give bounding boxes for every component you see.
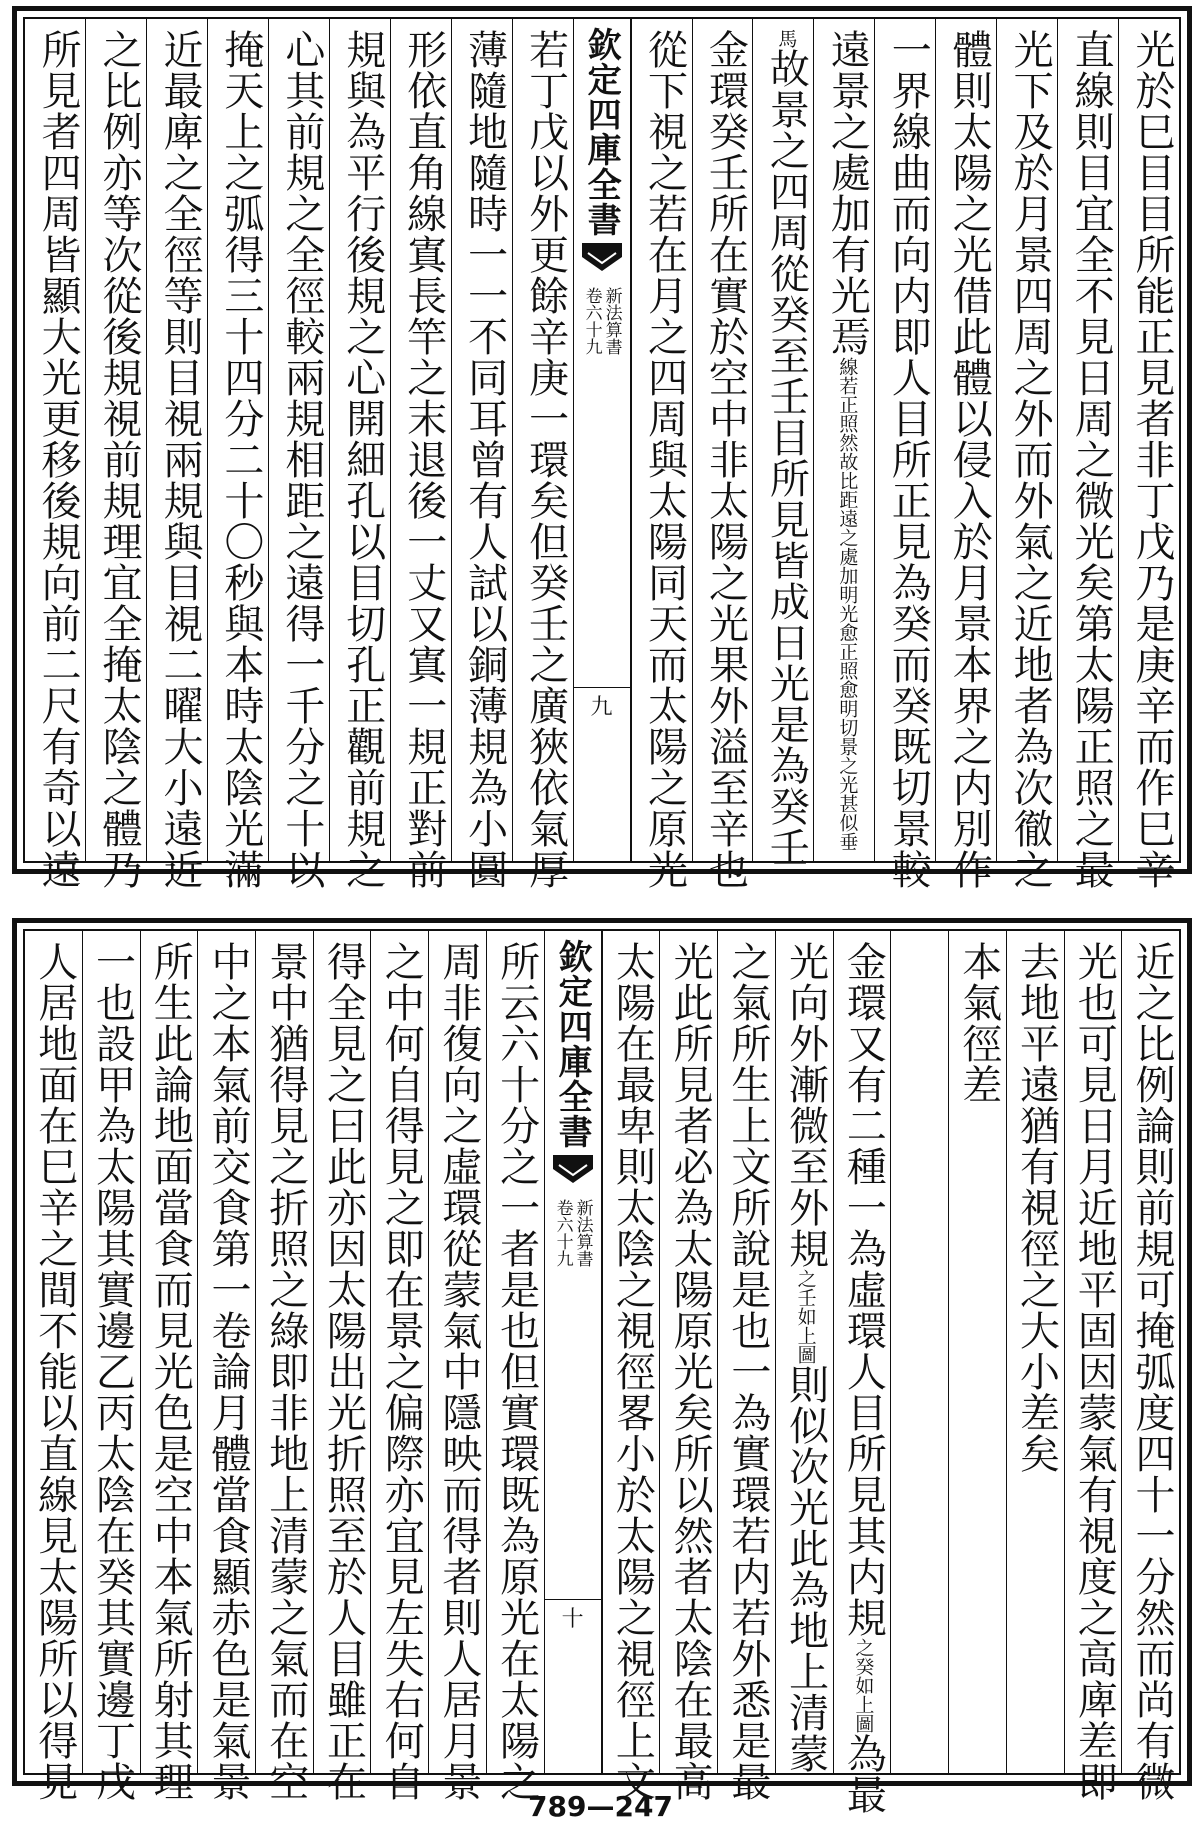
column-text: 金環又有二種一為虛環人目所見其内規 — [840, 941, 887, 1638]
volume-series: 新法算書 — [601, 287, 622, 355]
column-text: 之中何自得見之即在景之偏際亦宜見左失右何自 — [378, 941, 425, 1802]
column-text: 薄隨地隨時一一不同耳曾有人試以銅薄規為小圓 — [461, 29, 508, 890]
column-text: 體則太陽之光借此體以侵入於月景本界之内別作 — [946, 29, 993, 890]
text-column — [140, 931, 198, 1802]
volume-series: 新法算書 — [572, 1199, 593, 1267]
interlinear-note — [837, 357, 857, 851]
text-column — [813, 19, 874, 861]
text-column — [775, 931, 833, 1773]
upper-page-body — [23, 17, 1181, 890]
interlinear-note — [853, 1638, 873, 1733]
text-column — [512, 19, 573, 890]
text-column — [1064, 931, 1122, 1802]
text-column — [428, 931, 486, 1802]
column-text: 光此所見者必為太陽原光矣所以然者太陰在最高 — [667, 941, 714, 1802]
text-column — [146, 19, 207, 890]
upper-page — [12, 6, 1192, 890]
column-text: 直線則目宜全不見日周之微光矣第太陽正照之最 — [1068, 29, 1115, 890]
volume-number: 卷六十九 — [552, 1199, 573, 1267]
text-column — [890, 931, 948, 1773]
column-text-continued: 為最 — [840, 1733, 887, 1815]
fish-tail-ornament-icon — [582, 243, 622, 273]
center-spine — [544, 931, 602, 1773]
column-text: 太陽在最卑則太陰之視徑畧小於太陽之視徑上文 — [609, 941, 656, 1802]
folio-number: 十 — [545, 1599, 601, 1633]
text-column — [1057, 19, 1118, 890]
book-title: 欽定四庫全書 — [581, 27, 622, 237]
page-footer-number: 789—247 — [528, 1790, 673, 1823]
text-column — [25, 19, 85, 890]
text-column — [313, 931, 371, 1802]
text-column — [1006, 931, 1064, 1773]
note-line-left: 之壬 — [794, 1269, 817, 1307]
column-text: 所云六十分之一者是也但實環既為原光在太陽之 — [493, 941, 540, 1802]
text-column — [85, 19, 146, 890]
text-column — [82, 931, 140, 1802]
text-column — [659, 931, 717, 1802]
text-column — [486, 931, 544, 1802]
text-column — [602, 931, 660, 1802]
column-text: 掩天上之弧得三十四分二十〇秒與本時太陰光滿 — [217, 29, 264, 890]
text-column — [370, 931, 428, 1802]
text-column — [996, 19, 1057, 890]
fish-tail-ornament-icon — [553, 1155, 593, 1185]
text-column — [390, 19, 451, 890]
book-title: 欽定四庫全書 — [552, 939, 593, 1149]
column-text: 近最庳之全徑等則目視兩規與目視二曜大小遠近 — [156, 29, 203, 890]
column-text: 故景之四周從癸至壬目所見皆成日光是為癸壬 — [763, 48, 810, 868]
column-text: 遠景之處加有光焉 — [824, 29, 871, 357]
note-line-left: 之癸 — [852, 1638, 875, 1676]
column-text: 之氣所生上文所說是也一為實環若内若外悉是最 — [724, 941, 771, 1802]
text-column — [451, 19, 512, 890]
column-text: 本氣徑差 — [955, 941, 1002, 1105]
column-text: 之比例亦等次從後規視前規理宜全掩太陰之體乃 — [96, 29, 142, 890]
column-text: 景中猶得見之折照之綠即非地上清蒙之氣而在空 — [262, 941, 309, 1802]
center-spine — [573, 19, 631, 861]
column-text: 光向外漸微至外規 — [782, 941, 829, 1269]
volume-label — [583, 287, 621, 355]
column-text: 一也設甲為太陽其實邊乙丙太陰在癸其實邊丁戊 — [89, 941, 136, 1802]
text-column — [207, 19, 268, 890]
text-column — [268, 19, 329, 890]
text-column — [717, 931, 775, 1802]
column-text: 心其前規之全徑較兩規相距之遠得一千分之十以 — [278, 29, 325, 890]
note-line-right: 如上圖 — [794, 1307, 817, 1364]
column-annotation: 馬 — [775, 29, 798, 48]
interlinear-note — [796, 1269, 816, 1364]
text-column — [631, 19, 692, 890]
column-text: 光於巳目目所能正見者非丁戊乃是庚辛而作巳辛 — [1129, 29, 1175, 890]
column-text: 所生此論地面當食而見光色是空中本氣所射其理 — [147, 941, 194, 1802]
column-text-continued: 則似次光此為地上清蒙 — [782, 1364, 829, 1774]
note-line-right: 如上圖 — [852, 1676, 875, 1733]
column-text: 得全見之曰此亦因太陽出光折照至於人目雖正在 — [320, 941, 367, 1802]
column-text: 一界線曲而向内即人目所正見為癸而癸既切景較 — [885, 29, 932, 890]
column-text: 所見者四周皆顯大光更移後規向前二尺有奇以遠 — [35, 29, 82, 890]
folio-number: 九 — [574, 687, 630, 721]
column-text: 中之本氣前交食第一卷論月體當食顯赤色是氣景 — [204, 941, 251, 1802]
text-column — [25, 931, 82, 1802]
text-column — [1121, 931, 1179, 1802]
text-column — [948, 931, 1006, 1773]
text-column — [752, 19, 813, 868]
column-text: 人居地面在巳辛之間不能以直線見太陽所以得見 — [31, 941, 78, 1802]
volume-number: 卷六十九 — [581, 287, 602, 355]
column-text: 去地平遠猶有視徑之大小差矣 — [1013, 941, 1060, 1474]
text-column — [255, 931, 313, 1802]
column-text: 周非復向之虛環從蒙氣中隱映而得者則人居月景 — [435, 941, 482, 1802]
volume-label — [554, 1199, 592, 1267]
column-text: 光下及於月景四周之外而外氣之近地者為次徹之 — [1007, 29, 1054, 890]
text-column — [935, 19, 996, 890]
text-column — [197, 931, 255, 1802]
note-line-right: 光愈正照愈明切景之光甚似垂 — [836, 604, 859, 851]
note-line-left: 線若正照然故比距遠之處加明 — [836, 357, 859, 604]
column-text: 近之比例論則前規可掩弧度四十一分然而尚有微 — [1129, 941, 1175, 1802]
text-column — [833, 931, 891, 1815]
column-text: 規與為平行後規之心開細孔以目切孔正觀前規之 — [339, 29, 386, 890]
column-text: 形依直角線寘長竿之末退後一丈又寘一規正對前 — [400, 29, 447, 890]
text-column — [692, 19, 753, 890]
column-text: 若丁戊以外更餘辛庚一環矣但癸壬之廣狹依氣厚 — [522, 29, 569, 890]
column-text: 光也可見日月近地平固因蒙氣有視度之高庳差即 — [1071, 941, 1118, 1802]
column-text: 從下視之若在月之四周與太陽同天而太陽之原光 — [641, 29, 688, 890]
text-column — [1118, 19, 1179, 890]
text-column — [329, 19, 390, 890]
column-text: 金環癸壬所在實於空中非太陽之光果外溢至辛也 — [702, 29, 749, 890]
text-column — [874, 19, 935, 890]
